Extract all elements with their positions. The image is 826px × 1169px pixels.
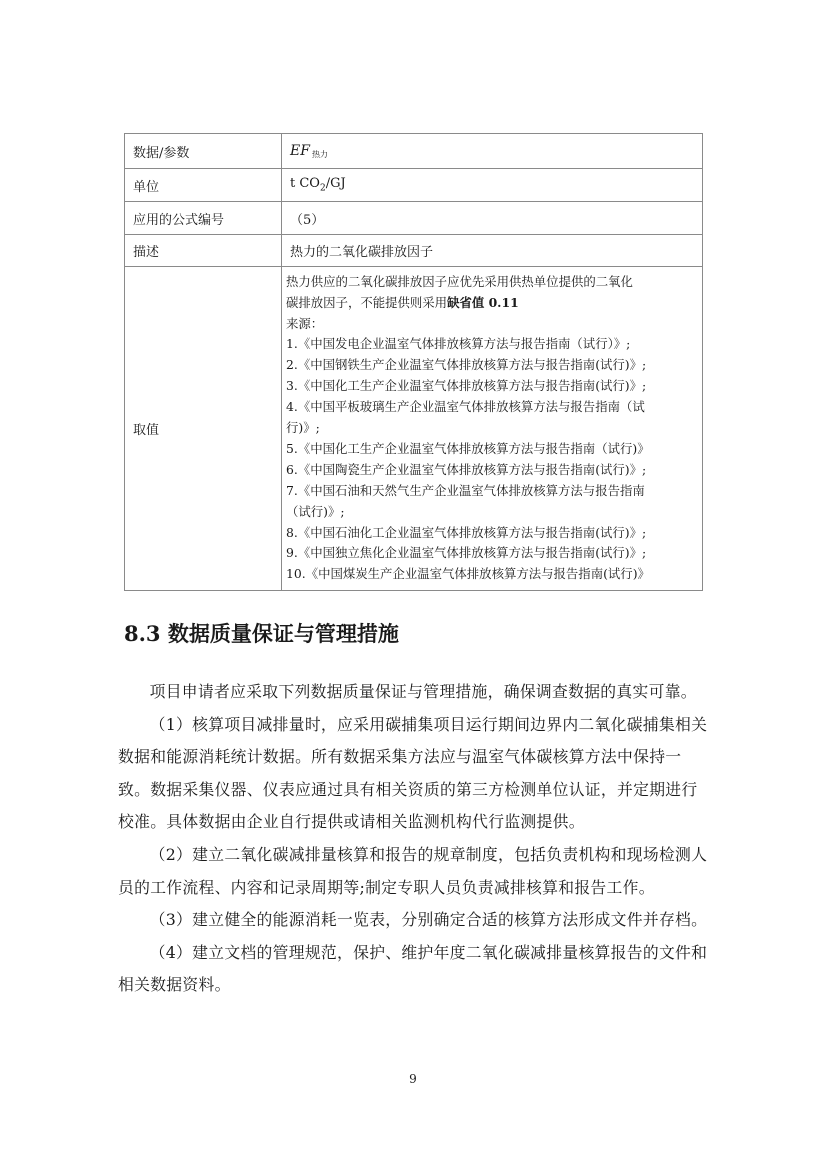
- value-intro-prefix: 碳排放因子，不能提供则采用: [286, 294, 448, 310]
- source-line: 6.《中国陶瓷生产企业温室气体排放核算方法与报告指南(试行)》;: [286, 461, 647, 477]
- source-line: 1.《中国发电企业温室气体排放核算方法与报告指南（试行）》;: [286, 336, 631, 352]
- row-label: 描述: [125, 235, 282, 267]
- section-heading: 8.3 数据质量保证与管理措施: [124, 621, 399, 646]
- unit-prefix: t CO: [290, 176, 320, 192]
- source-line: 2.《中国钢铁生产企业温室气体排放核算方法与报告指南(试行)》;: [286, 357, 647, 373]
- parameter-symbol: [282, 134, 703, 169]
- source-line: 5.《中国化工生产企业温室气体排放核算方法与报告指南（试行)》: [286, 440, 650, 456]
- row-label: 取值: [125, 267, 282, 591]
- source-line: 9.《中国独立焦化企业温室气体排放核算方法与报告指南(试行)》;: [286, 545, 647, 561]
- source-line: 3.《中国化工生产企业温室气体排放核算方法与报告指南(试行)》;: [286, 378, 647, 394]
- unit-value: [282, 169, 703, 202]
- table-row: [125, 267, 703, 591]
- value-intro-line: 热力供应的二氧化碳排放因子应优先采用供热单位提供的二氧化: [286, 273, 633, 289]
- paragraph: （2）建立二氧化碳减排量核算和报告的规章制度，包括负责机构和现场检测人员的工作流程、内容和记录周期等;制定专职人员负责减排核算和报告工作。: [118, 844, 708, 897]
- unit-subscript: 2: [319, 183, 326, 194]
- source-line: 10.《中国煤炭生产企业温室气体排放核算方法与报告指南(试行)》: [286, 566, 650, 582]
- formula-number: （5）: [282, 202, 703, 235]
- row-label: 数据/参数: [125, 134, 282, 169]
- row-label: 应用的公式编号: [125, 202, 282, 235]
- paragraph: 项目申请者应采取下列数据质量保证与管理措施，确保调查数据的真实可靠。: [149, 682, 697, 701]
- table-row: [125, 134, 703, 169]
- paragraph: （3）建立健全的能源消耗一览表，分别确定合适的核算方法形成文件并存档。: [149, 910, 708, 930]
- source-line: 行)》;: [286, 420, 320, 436]
- source-line: （试行)》;: [286, 503, 345, 519]
- source-label: 来源：: [286, 315, 324, 331]
- section-body: [118, 676, 708, 1002]
- source-line: 8.《中国石油化工企业温室气体排放核算方法与报告指南(试行)》;: [286, 524, 647, 540]
- description-value: 热力的二氧化碳排放因子: [282, 235, 703, 267]
- source-line: 4.《中国平板玻璃生产企业温室气体排放核算方法与报告指南（试: [286, 399, 645, 415]
- unit-suffix: /GJ: [325, 176, 346, 192]
- paragraph: （1）核算项目减排量时，应采用碳捕集项目运行期间边界内二氧化碳捕集相关数据和能源消耗统计数据。所有数据采集方法应与温室气体碳核算方法中保持一致。数据采集仪器、仪表应通过具有相关资质的第三方检测单位认证，并定期进行校准。具体数据由企业自行提供或请相关监测机构代行监测提供。: [118, 714, 708, 832]
- default-value: 缺省值 0.11: [447, 294, 519, 310]
- source-line: 7.《中国石油和天然气生产企业温室气体排放核算方法与报告指南: [286, 482, 645, 498]
- table-row: [125, 235, 703, 267]
- value-text: [286, 272, 698, 586]
- default-value-cell: [282, 267, 703, 591]
- page-number: 9: [409, 1072, 417, 1086]
- table-row: [125, 202, 703, 235]
- value-intro-line: [286, 293, 698, 314]
- symbol-main: EF: [290, 142, 310, 159]
- parameter-table: [124, 133, 703, 591]
- paragraph: （4）建立文档的管理规范，保护、维护年度二氧化碳减排量核算报告的文件和相关数据资料。: [118, 942, 708, 995]
- table-row: [125, 169, 703, 202]
- row-label: 单位: [125, 169, 282, 202]
- symbol-subscript: 热力: [311, 149, 328, 159]
